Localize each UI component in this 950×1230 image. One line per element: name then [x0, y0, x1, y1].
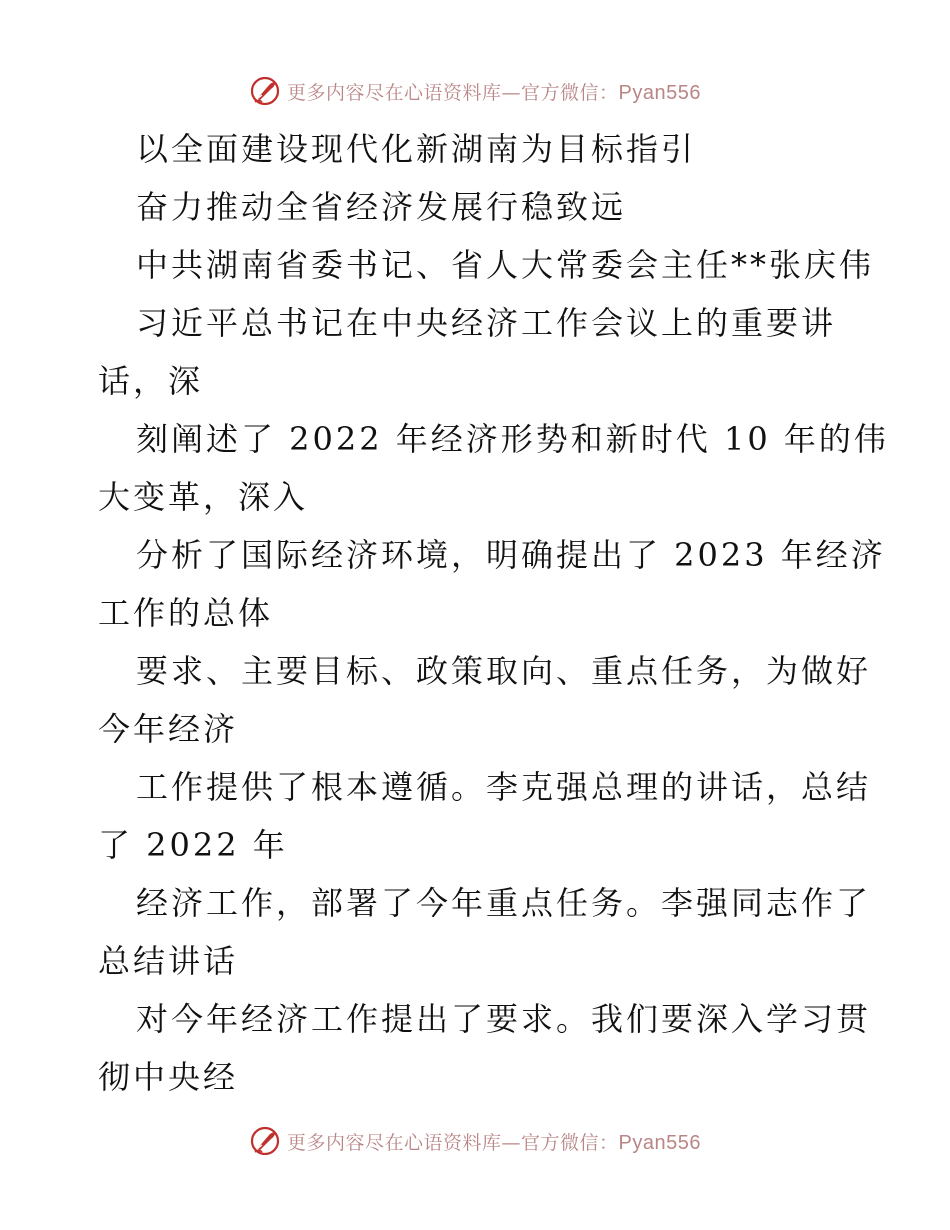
doc-line: 今年经济 [98, 710, 239, 748]
document-body [98, 120, 889, 1106]
doc-line: 大变革，深入 [98, 478, 309, 516]
watermark-wechat-id: Pyan556 [618, 1131, 701, 1154]
watermark-wechat-id: Pyan556 [618, 81, 701, 104]
doc-line: 中共湖南省委书记、省人大常委会主任**张庆伟 [136, 246, 875, 284]
watermark-label: 更多内容尽在心语资料库—官方微信： [287, 1131, 619, 1154]
quill-pen-icon [249, 75, 281, 107]
doc-line: 分析了国际经济环境，明确提出了 2023 年经济 [136, 536, 886, 574]
doc-line: 工作的总体 [98, 594, 274, 632]
watermark-label: 更多内容尽在心语资料库—官方微信： [287, 81, 619, 104]
watermark-content [249, 1125, 701, 1157]
doc-line: 彻中央经 [98, 1058, 239, 1096]
watermark-text [287, 1128, 701, 1155]
doc-line: 以全面建设现代化新湖南为目标指引 [136, 130, 697, 168]
doc-line: 奋力推动全省经济发展行稳致远 [136, 188, 627, 226]
quill-pen-icon [249, 1125, 281, 1157]
doc-line: 了 2022 年 [98, 826, 288, 864]
doc-line: 对今年经济工作提出了要求。我们要深入学习贯 [136, 1000, 872, 1038]
doc-line: 经济工作，部署了今年重点任务。李强同志作了 [136, 884, 872, 922]
doc-line: 话，深 [98, 362, 204, 400]
doc-line: 刻阐述了 2022 年经济形势和新时代 10 年的伟 [136, 420, 889, 458]
doc-line: 总结讲话 [98, 942, 239, 980]
doc-line: 习近平总书记在中央经济工作会议上的重要讲 [136, 304, 837, 342]
doc-line: 要求、主要目标、政策取向、重点任务，为做好 [136, 652, 872, 690]
footer-watermark [0, 1121, 950, 1161]
watermark-text [287, 78, 701, 105]
watermark-content [249, 75, 701, 107]
header-watermark [0, 71, 950, 111]
doc-line: 工作提供了根本遵循。李克强总理的讲话，总结 [136, 768, 872, 806]
